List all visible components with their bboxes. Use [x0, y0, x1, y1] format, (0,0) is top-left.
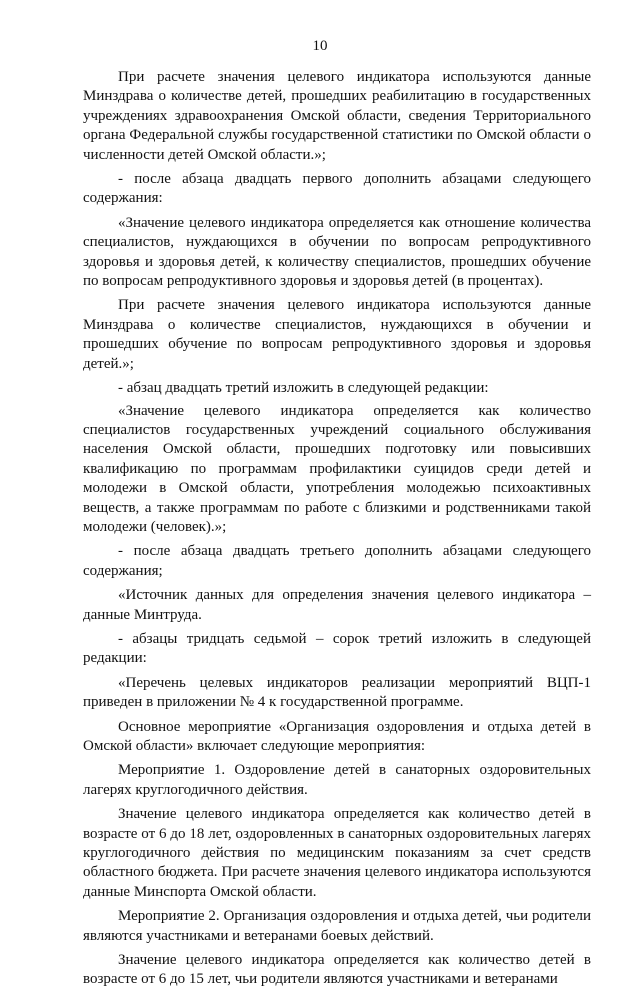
paragraph: - абзацы тридцать седьмой – сорок третий изложить в следующей редакции:: [83, 630, 591, 667]
document-body: [83, 68, 591, 995]
paragraph: - абзац двадцать третий изложить в следующей редакции:: [118, 380, 489, 397]
paragraph: - после абзаца двадцать третьего дополнить абзацами следующего содержания;: [83, 543, 591, 579]
paragraph: Значение целевого индикатора определяется как количество детей в возрасте от 6 до 18 лет, оздоровленных в санаторных оздоровительных лагерях круглогодичного действия по медицинским показаниям за счет средств областного бюджета. При расчете значения целевого индикатора используются данные Минспорта Омской области.: [83, 806, 591, 900]
paragraph: Основное мероприятие «Организация оздоровления и отдыха детей в Омской области» включает следующие мероприятия:: [83, 718, 591, 754]
paragraph: «Источник данных для определения значения целевого индикатора – данные Минтруда.: [83, 587, 591, 623]
page-number: 10: [312, 38, 328, 54]
paragraph: При расчете значения целевого индикатора используются данные Минздрава о количестве детей, прошедших реабилитацию в государственных учреждениях здравоохранения Омской области, сведения Территориального органа Федеральной службы государственной статистики по Омской области о численности детей Омской области.»;: [83, 69, 591, 163]
paragraph: «Значение целевого индикатора определяется как отношение количества специалистов, нуждающихся в обучении по вопросам репродуктивного здоровья и здоровья детей, к количеству специалистов, прошедших обучение по вопросам репродуктивного здоровья и здоровья детей (в процентах).: [83, 214, 591, 290]
paragraph: При расчете значения целевого индикатора используются данные Минздрава о количестве специалистов, нуждающихся в обучении и прошедших обучение по вопросам репродуктивного здоровья и здоровья детей.»;: [83, 297, 591, 372]
paragraph: «Перечень целевых индикаторов реализации мероприятий ВЦП-1 приведен в приложении № 4 к государственной программе.: [83, 674, 591, 711]
paragraph: «Значение целевого индикатора определяется как количество специалистов государственных учреждений социального обслуживания населения Омской области, прошедших подготовку или повысивших квалификацию по программам профилактики суицидов среди детей и молодежи в Омской области, употребления молодежью психоактивных веществ, а также программам по работе с близкими и родственниками такой молодежи (человек).»;: [83, 402, 591, 535]
paragraph: Мероприятие 2. Организация оздоровления и отдыха детей, чьи родители являются участниками и ветеранами боевых действий.: [83, 908, 591, 944]
paragraph: Мероприятие 1. Оздоровление детей в санаторных оздоровительных лагерях круглогодичного действия.: [83, 762, 591, 798]
paragraph: - после абзаца двадцать первого дополнить абзацами следующего содержания:: [83, 171, 591, 207]
paragraph: Значение целевого индикатора определяется как количество детей в возрасте от 6 до 15 лет, чьи родители являются участниками и ветеранами: [83, 952, 591, 988]
